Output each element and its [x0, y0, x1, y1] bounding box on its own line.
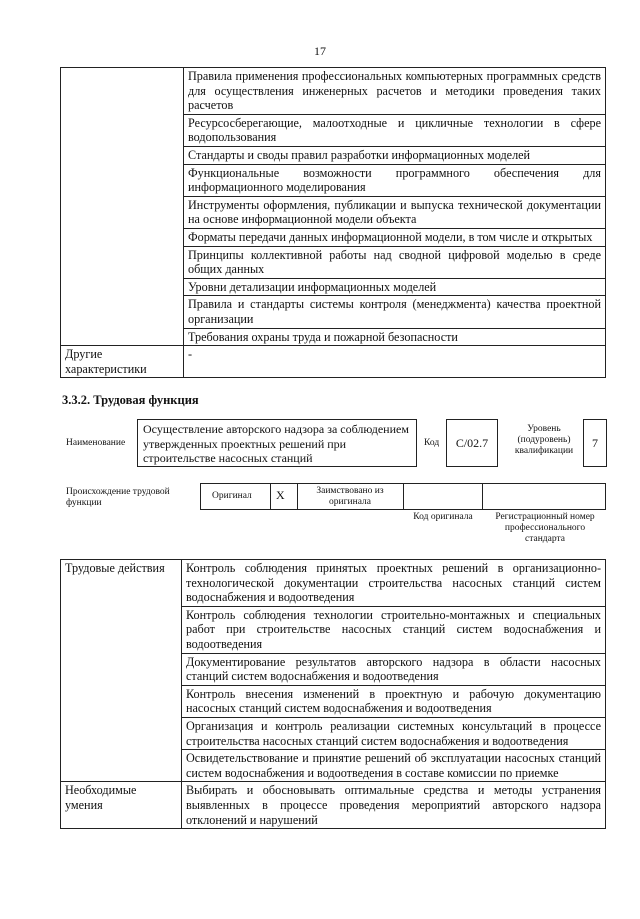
knowledge-item: Принципы коллективной работы над сводной цифровой моделью в среде общих данных — [184, 246, 606, 278]
page-number: 17 — [314, 44, 326, 58]
knowledge-table — [60, 67, 606, 378]
other-characteristics-value: - — [184, 346, 606, 378]
original-mark: X — [276, 488, 285, 502]
knowledge-item: Правила и стандарты системы контроля (менеджмента) качества проектной организации — [184, 296, 606, 328]
knowledge-item: Уровни детализации информационных моделей — [184, 278, 606, 296]
section-title: 3.3.2. Трудовая функция — [62, 393, 199, 407]
function-name: Осуществление авторского надзора за соблюдением утвержденных проектных решений при строительстве насосных станций — [137, 419, 417, 467]
skills-label: Необходимые умения — [61, 782, 182, 829]
labor-action-item: Документирование результатов авторского надзора в области насосных станций систем водоснабжения и водоотведения — [182, 653, 606, 685]
labor-action-item: Освидетельствование и принятие решений об эксплуатации насосных станций систем водоснабжения и водоотведения в составе комиссии по приемке — [182, 750, 606, 782]
labor-function-table — [60, 559, 606, 829]
original-label: Оригинал — [212, 491, 252, 501]
labor-action-item: Контроль соблюдения принятых проектных решений в организационно-технологической документации строительства насосных станций систем водоснабжения и водоотведения — [182, 560, 606, 607]
function-code: С/02.7 — [446, 419, 498, 467]
level-value: 7 — [583, 419, 607, 467]
knowledge-label-cell — [61, 68, 184, 346]
knowledge-item: Инструменты оформления, публикации и выпуска технической документации на основе информационной модели объекта — [184, 196, 606, 228]
name-label: Наименование — [66, 438, 126, 448]
knowledge-item: Стандарты и своды правил разработки информационных моделей — [184, 146, 606, 164]
skill-item: Выбирать и обосновывать оптимальные средства и методы устранения выявленных в процессе проведения мероприятий авторского надзора отклонений и нарушений — [182, 782, 606, 829]
knowledge-item: Ресурсосберегающие, малоотходные и цикличные технологии в сфере водопользования — [184, 114, 606, 146]
origin-label: Происхождение трудовой функции — [66, 487, 170, 508]
labor-action-item: Организация и контроль реализации системных консультаций в процессе строительства насосных станций систем водоснабжения и водоотведения — [182, 717, 606, 749]
reg-caption: Регистрационный номер профессионального стандарта — [495, 512, 595, 544]
labor-action-item: Контроль соблюдения технологии строительно-монтажных и специальных работ при строительстве насосных станций систем водоснабжения и водоотведения — [182, 606, 606, 653]
code-label: Код — [424, 438, 440, 448]
knowledge-item: Требования охраны труда и пожарной безопасности — [184, 328, 606, 346]
knowledge-item: Функциональные возможности программного обеспечения для информационного моделирования — [184, 164, 606, 196]
level-label: Уровень (подуровень) квалификации — [514, 424, 574, 456]
code-caption: Код оригинала — [413, 512, 473, 522]
labor-actions-label: Трудовые действия — [61, 560, 182, 782]
borrowed-label: Заимствовано из оригинала — [316, 486, 384, 507]
other-characteristics-label: Другие характеристики — [61, 346, 184, 378]
labor-action-item: Контроль внесения изменений в проектную и рабочую документацию насосных станций систем водоснабжения и водоотведения — [182, 685, 606, 717]
knowledge-item: Правила применения профессиональных компьютерных программных средств для осуществления инженерных расчетов и методики проведения таких расчетов — [184, 68, 606, 115]
knowledge-item: Форматы передачи данных информационной модели, в том числе и открытых — [184, 228, 606, 246]
